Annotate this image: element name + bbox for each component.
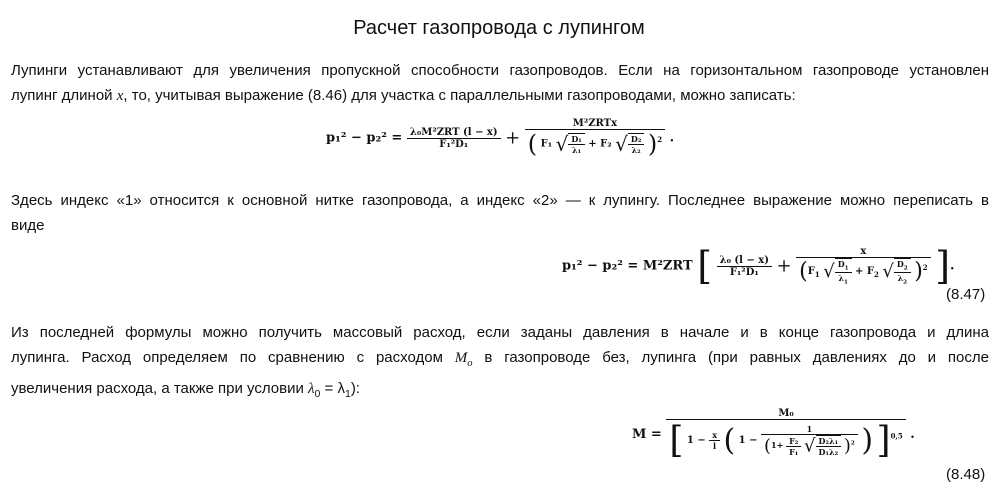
eq1-d2: D₂ (628, 134, 644, 145)
paragraph-2 (11, 188, 989, 238)
lambda-symbol: λ (308, 381, 315, 397)
eq1-l2: λ₂ (631, 145, 641, 155)
eq2-frac2-numerator: x (796, 246, 930, 258)
lambda-subscript-0: 0 (314, 388, 321, 400)
paragraph-3 (11, 320, 989, 407)
paragraph-3-line-3-pre: увеличения расхода, а также при условии (11, 380, 309, 397)
eq2-fraction-2 (796, 246, 930, 285)
paragraph-2-line-2: виде (11, 217, 45, 234)
eq1-f1: F₁ (540, 138, 553, 150)
eq1-f2: F₂ (600, 138, 612, 150)
equation-8-48: M = M₀ [ 1 − $\frac{x}{l}$ ( 1 − 1 (1+ $\frac{\text{F₂}}{\text{F₁}}$ √ $\frac{\text{D₂λ₁}}{\text{D₁λ₂}}$ )$^2$ ) ]$^{0,5}$ . (632, 408, 915, 461)
eq3-inner-numerator: 1 (761, 424, 858, 435)
eq1-fraction-2 (525, 118, 665, 158)
equation-8-47: p₁² − p₂² = M²ZRT [ $\frac{\text{λ₀ (l − x)}}{\text{F₁²D₁}}$ + x ($F_1$ √ $\frac{D_1}{\lambda_1}$ + $F_2$ √ $\frac{D_2}{\lambda_2}$ )$^2$ ]. (562, 244, 955, 288)
eq3-denominator: [ 1 − $\frac{x}{l}$ ( 1 − 1 (1+ $\frac{\text{F₂}}{\text{F₁}}$ √ $\frac{\text{D₂λ₁}}{\text{D₁λ₂}}$ )$^2$ ) ]$^{0,5}$ (669, 420, 903, 461)
equation-8-46-form (326, 118, 674, 158)
variable-m-subscript: o (467, 358, 473, 369)
eq1-fraction-1 (407, 127, 501, 150)
eq1-frac1-numerator: λ₀M²ZRT (l − x) (407, 127, 501, 139)
eq1-frac1-denominator: F₁²D₁ (439, 138, 469, 150)
eq3-f1: F₁ (789, 446, 799, 457)
page-title: Расчет газопровода с лупингом (353, 17, 645, 39)
eq3-l: l (713, 441, 717, 451)
eq1-frac2-numerator: M²ZRTx (525, 118, 665, 130)
variable-m: M (454, 350, 468, 366)
paragraph-1 (11, 58, 989, 109)
eq3-f2: F₂ (786, 436, 801, 447)
lambda-equals: = λ (320, 380, 345, 397)
eq3-radicand-numerator: D₂λ₁ (816, 436, 842, 447)
equation-number-8-48: (8.48) (946, 466, 986, 483)
eq2-fraction-1 (717, 255, 772, 278)
eq2-frac2-denominator: ($F_1$ √ $\frac{D_1}{\lambda_1}$ + $F_2$ √ $\frac{D_2}{\lambda_2}$ )$^2$ (799, 259, 928, 286)
eq1-period: . (669, 130, 675, 146)
variable-x: x (116, 88, 124, 104)
paragraph-1-line-1: Лупинги устанавливают для увеличения пропускной способности газопроводов. Если на горизонтальном газопроводе установлен (11, 62, 989, 79)
eq3-main-fraction (666, 408, 905, 461)
eq3-numerator: M₀ (666, 408, 905, 420)
eq3-lhs: M = (632, 427, 662, 442)
eq2-frac1-numerator: λ₀ (l − x) (717, 255, 772, 267)
paragraph-3-line-1: Из последней формулы можно получить массовый расход, если заданы давления в начале и в конце газопровода и длина (11, 324, 989, 341)
eq2-frac1-denominator: F₁²D₁ (729, 266, 759, 278)
eq1-frac2-denominator: ( F₁ √ $\frac{\text{D₁}}{\text{λ₁}}$ + F₂ √ $\frac{\text{D₂}}{\text{λ₂}}$ )$^2$ (527, 130, 663, 158)
eq3-x: x (709, 430, 720, 441)
eq1-l1: λ₁ (572, 145, 582, 155)
paragraph-3-line-2-post: в газопроводе без, лупинга (при равных давлениях до и после (472, 349, 989, 366)
eq1-d1: D₁ (568, 134, 584, 145)
eq3-inner-one-minus: 1 − (738, 435, 758, 446)
eq3-exponent: 0,5 (890, 431, 903, 441)
eq2-lhs: p₁² − p₂² = M²ZRT (562, 258, 693, 274)
paragraph-3-line-3-post: ): (350, 380, 360, 397)
eq3-one-minus: 1 − (686, 435, 706, 446)
paragraph-2-line-1: Здесь индекс «1» относится к основной нитке газопровода, а индекс «2» — к лупингу. Последнее выражение можно переписать в (11, 192, 989, 209)
paragraph-1-line-2-pre: лупинг длиной (11, 87, 117, 104)
lambda-subscript-1: 1 (344, 388, 351, 400)
paragraph-1-line-2-post: , то, учитывая выражение (8.46) для участка с параллельными газопроводами, можно записать: (123, 87, 796, 104)
equation-number-8-47: (8.47) (946, 286, 986, 303)
paragraph-3-line-2-pre: лупинга. Расход определяем по сравнению с расходом (11, 349, 455, 366)
eq1-plus: + (505, 127, 521, 149)
eq3-radicand-denominator: D₁λ₂ (818, 447, 839, 457)
eq1-lhs: p₁² − p₂² = (326, 130, 403, 146)
